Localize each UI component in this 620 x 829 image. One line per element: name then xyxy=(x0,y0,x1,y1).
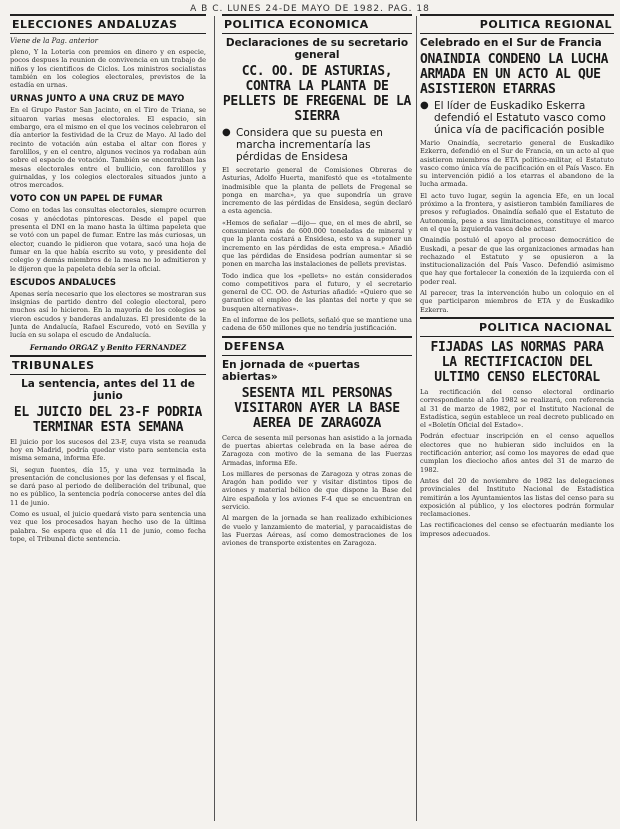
article-paragraph: Como es usual, el juicio quedará visto para sentencia una vez que los procesados hayan hecho uso de la última palabra. Se espera que el día 11 de junio, como fecha tope, el Tribunal dicte sentencia. xyxy=(10,509,206,543)
article-paragraph: El acto tuvo lugar, según la agencia Efe, en un local próximo a la frontera, y asistieron también familiares de presos y refugiados. Onaindía señaló que el Estatuto de Autonomía, pese a sus limitaciones, constituye el marco en el que la izquierda vasca debe actuar. xyxy=(420,191,614,233)
article-paragraph: Podrán efectuar inscripción en el censo aquellos electores que no hubieran sido incluidos en la rectificación anterior, así como los mayores de edad que cumplan los dieciocho años antes del 31 de marzo de 1982. xyxy=(420,432,614,474)
subheading-urnas: URNAS JUNTO A UNA CRUZ DE MAYO xyxy=(10,94,185,105)
article-paragraph: Antes del 20 de noviembre de 1982 las delegaciones provinciales del Instituto Nacional de Estadística remitirán a los Ayuntamientos las listas del censo para su exposición al público, y los electores podrán formular reclamaciones. xyxy=(420,476,614,519)
article-paragraph: Si, segun fuentes, día 15, y una vez terminada la presentación de conclusiones por las defensas y el fiscal, se dará paso al periodo de deliberación del tribunal, que no es público, la sentencia podría conocerse antes del día 11 de junio. xyxy=(10,465,206,507)
headline-onaindia: ONAINDIA CONDENO LA LUCHA ARMADA EN UN ACTO AL QUE ASISTIERON ETARRAS xyxy=(420,52,609,97)
article-paragraph: «Hemos de señalar —dijo— que, en el mes de abril, se consumieron más de 600.000 toneladas de mineral y que la planta costará a Ensidesa, esto va a suponer un incremento en las pérdidas de esta empresa.» Añadió que las pérdidas de Ensidesa podrían aumentar si se ponen en marcha las instalaciones de pellets previstas. xyxy=(222,218,412,269)
column-divider xyxy=(416,16,417,821)
section-tribunales: TRIBUNALES xyxy=(10,355,206,375)
subheading-voto: VOTO CON UN PAPEL DE FUMAR xyxy=(10,194,163,205)
column-left xyxy=(10,14,206,823)
article-paragraph: Todo indica que los «pellets» no están considerados como competitivos para el futuro, y el secretario general de CC. OO. de Asturias añadió: «Quiero que se garantice el empleo de las plantas del norte y que se busquen alternativas». xyxy=(222,271,412,313)
section-politica-regional: POLITICA REGIONAL xyxy=(420,14,614,34)
section-politica-nacional: POLITICA NACIONAL xyxy=(420,317,614,337)
subheading-escudos: ESCUDOS ANDALUCES xyxy=(10,277,116,288)
article-paragraph: pleno, Y la Loteria con premios en dinero y en especie, pocos despues la reunion de convivencia en un trabajo de niños y los cientificos de Ciclos. Los ministros socialistas también en los colegios electorales, previstos de la estadía en urnas. xyxy=(10,48,206,90)
column-middle xyxy=(222,14,412,823)
kicker-sentencia: La sentencia, antes del 11 de junio xyxy=(21,377,195,402)
article-paragraph: Apenas sería necesario que los electores se mostraran sus insignias de partido dentro del colegio electoral, pero muchos así lo hicieron. En la mayoría de los colegios se vieron escudos y banderas andaluzas. El presidente de la Junta de Andalucía, Rafael Escuredo, votó en Sevilla y lucía en su solapa el escudo de Andalucía. xyxy=(10,289,206,340)
headline-juicio-23f: EL JUICIO DEL 23-F PODRIA TERMINAR ESTA SEMANA xyxy=(13,404,203,435)
summary-bullet: ● Considera que su puesta en marcha incrementaría las pérdidas de Ensidesa xyxy=(222,127,412,163)
section-defensa: DEFENSA xyxy=(222,336,412,356)
article-paragraph: En el Grupo Pastor San Jacinto, en el Tiro de Triana, se situaron varias mesas electorales. El espacio, sin embargo, era el mismo en el que los vecinos celebraron el día anterior la festividad de la Cruz de Mayo. Al lado del recinto de votación aún estaba el altar con flores y farolillos, y en el centro, algunos vecinos ya rodaban aún sobre el espacio de votación. También se encontraban las mesas electorales entre el bullicio, con farolillos y guirnaldas, y los colegios electorales situados junto a otros mercados. xyxy=(10,106,206,190)
article-paragraph: Al margen de la jornada se han realizado exhibiciones de vuelo y lanzamiento de material, y paracaidistas de las Fuerzas Aéreas, así como demostraciones de los aviones de transporte existentes en Zaragoza. xyxy=(222,514,412,548)
page-header: A B C. LUNES 24-DE MAYO DE 1982. PAG. 18 xyxy=(190,4,430,14)
continued-note: Viene de la Pag. anterior xyxy=(10,37,98,45)
kicker-declaraciones: Declaraciones de su secretario general xyxy=(225,37,409,61)
article-paragraph: El secretario general de Comisiones Obreras de Asturias, Adolfo Huerta, manifestó que es «totalmente inadmisible que la planta de pellets de Fregenal se ponga en marcha», ya que supondría un grave incremento de las pérdidas de Ensidesa, según declaró a esta agencia. xyxy=(222,166,412,216)
column-right xyxy=(420,14,614,823)
summary-bullet: ● El líder de Euskadiko Eskerra defendió el Estatuto vasco como única vía de pacificación posible xyxy=(420,100,614,136)
headline-ccoo-asturias: CC. OO. DE ASTURIAS, CONTRA LA PLANTA DE PELLETS DE FREGENAL DE LA SIERRA xyxy=(222,64,412,124)
article-paragraph: La rectificación del censo electoral ordinario correspondiente al año 1982 se realizará, con referencia al 31 de marzo de 1982, por el Instituto Nacional de Estadística, según establece un real decreto publicado en el «Boletín Oficial del Estado». xyxy=(420,387,614,430)
article-paragraph: Al parecer, tras la intervención hubo un coloquio en el que participaron miembros de ETA y de Euskadiko Ezkerra. xyxy=(420,289,614,314)
article-paragraph: Mario Onaindía, secretario general de Euskadiko Ezkerra, defendió en el Sur de Francia, en un acto al que asistieron miembros de ETA político-militar, el Estatuto vasco como única vía de pacificación en el País Vasco. En su intervención pidió a los etarras el abandono de la lucha armada. xyxy=(420,139,614,189)
headline-censo-electoral: FIJADAS LAS NORMAS PARA LA RECTIFICACION DEL ULTIMO CENSO ELECTORAL xyxy=(430,339,604,385)
column-divider xyxy=(214,16,215,821)
author-signature: Fernando ORGAZ y Benito FERNANDEZ xyxy=(29,342,187,352)
article-paragraph: Cerca de sesenta mil personas han asistido a la jornada de puertas abiertas celebrada en la base aérea de Zaragoza con motivo de la semana de las Fuerzas Armadas, informa Efe. xyxy=(222,433,412,467)
section-elecciones-andaluzas: ELECCIONES ANDALUZAS xyxy=(10,14,206,34)
article-paragraph: Los millares de personas de Zaragoza y otras zonas de Aragón han podido ver y visitar distintos tipos de aviones y material bélico de que dispone la Base del Aire española y los aviones F-4 que se encuentran en servicio. xyxy=(222,469,412,512)
article-paragraph: Onaindía postuló el apoyo al proceso democrático de Euskadi, a pesar de que las organizaciones armadas han rechazado el Estatuto y se opusieron a la institucionalización del País Vasco. Defendió asimismo que hay que fortalecer la conexión de la izquierda con el poder real. xyxy=(420,236,614,286)
headline-base-aerea: SESENTA MIL PERSONAS VISITARON AYER LA BASE AEREA DE ZARAGOZA xyxy=(234,385,400,431)
article-paragraph: En el informe de los pellets, señaló que se mantiene una cadena de 650 millones que no tendría justificación. xyxy=(222,316,412,333)
article-paragraph: Las rectificaciones del censo se efectuarán mediante los impresos adecuados. xyxy=(420,521,614,538)
article-paragraph: El juicio por los sucesos del 23-F, cuya vista se reanuda hoy en Madrid, podría quedar visto para sentencia esta misma semana, informa Efe. xyxy=(10,437,206,463)
article-paragraph: Como en todas las consultas electorales, siempre ocurren cosas y anécdotas pintorescas. Desde el papel que presenta el DNI en la mano hasta la última papeleta que se votó con un papel de fumar. Entre las más curiosas, un elector, cuando le pidieron que votara, sacó una hoja de fumar en la que había escrito su voto, y presidente del colegio y demás miembros de la mesa no lo admitieron y le dijeron que la papeleta debía ser la oficial. xyxy=(10,206,206,273)
section-politica-economica: POLITICA ECONOMICA xyxy=(222,14,412,34)
kicker-sur-francia: Celebrado en el Sur de Francia xyxy=(420,37,602,49)
kicker-puertas-abiertas: En jornada de «puertas abiertas» xyxy=(222,358,360,383)
